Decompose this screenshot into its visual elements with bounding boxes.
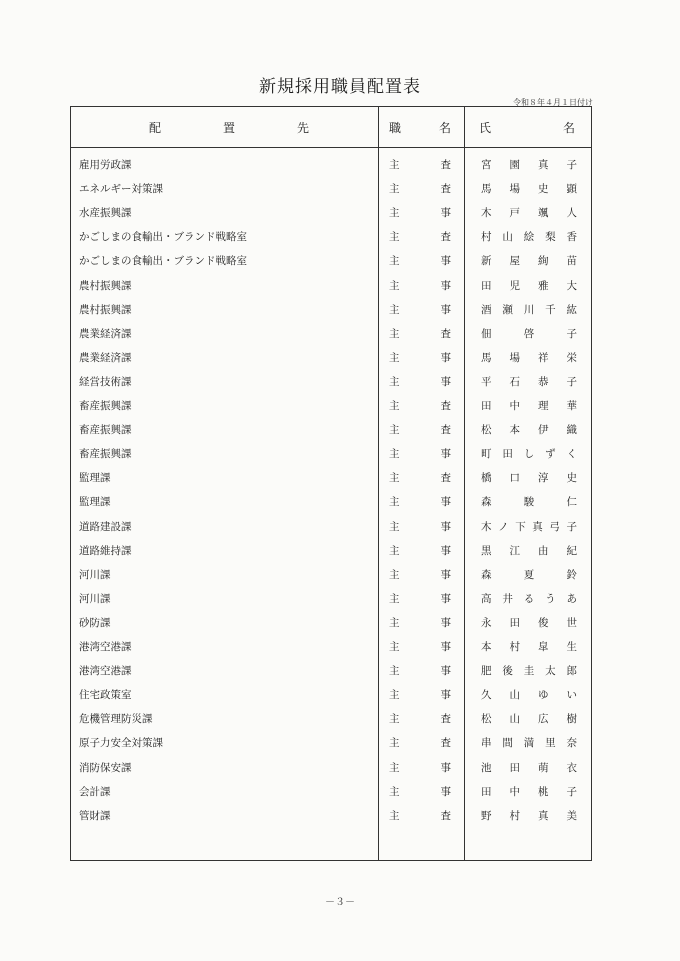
cell-position: 主 事 <box>389 544 451 557</box>
cell-position: 主 事 <box>389 351 451 364</box>
cell-dept: 住宅政策室 <box>79 689 132 702</box>
table-row <box>71 562 591 586</box>
cell-name: 町 田 し ず く <box>481 448 577 461</box>
cell-dept: 農業経済課 <box>79 351 132 364</box>
cell-dept: 水産振興課 <box>79 207 132 220</box>
cell-name: 本 村 皐 生 <box>481 641 577 653</box>
cell-dept: 港湾空港課 <box>79 665 132 678</box>
table-row <box>71 730 591 754</box>
table-row <box>71 755 591 779</box>
cell-dept: 港湾空港課 <box>79 641 132 653</box>
cell-position: 主 事 <box>389 616 451 629</box>
table-row <box>71 273 591 297</box>
table-row <box>71 393 591 417</box>
table-row <box>71 682 591 706</box>
cell-name: 酒 瀬 川 千 紘 <box>481 303 577 316</box>
cell-name: 森 夏 鈴 <box>481 568 577 581</box>
cell-name: 松 山 広 樹 <box>481 713 577 726</box>
cell-name: 佃 啓 子 <box>481 327 577 340</box>
table-row <box>71 200 591 224</box>
cell-dept: 河川課 <box>79 592 111 605</box>
cell-name: 村 山 絵 梨 香 <box>481 231 577 244</box>
cell-name: 池 田 萌 衣 <box>481 761 577 774</box>
cell-name: 木 戸 颯 人 <box>481 207 577 220</box>
cell-position: 主 事 <box>389 761 451 774</box>
cell-position: 主 査 <box>389 159 451 171</box>
cell-position: 主 事 <box>389 785 451 798</box>
table-row <box>71 779 591 803</box>
table-row <box>71 658 591 682</box>
cell-position: 主 事 <box>389 641 451 653</box>
table-row <box>71 297 591 321</box>
cell-name: 肥 後 圭 太 郎 <box>481 665 577 678</box>
table-row <box>71 706 591 730</box>
cell-position: 主 事 <box>389 568 451 581</box>
cell-position: 主 事 <box>389 303 451 316</box>
table-row <box>71 610 591 634</box>
cell-name: 田 中 桃 子 <box>481 785 577 798</box>
cell-position: 主 事 <box>389 592 451 605</box>
cell-position: 主 査 <box>389 472 451 485</box>
cell-name: 宮 園 真 子 <box>481 159 577 171</box>
cell-dept: 畜産振興課 <box>79 448 132 461</box>
header-divider <box>71 147 591 148</box>
cell-position: 主 事 <box>389 496 451 509</box>
cell-name: 新 屋 絢 苗 <box>481 255 577 268</box>
cell-name: 馬 場 史 顕 <box>481 183 577 196</box>
cell-position: 主 査 <box>389 327 451 340</box>
cell-dept: 経営技術課 <box>79 375 132 388</box>
document-title: 新規採用職員配置表 <box>259 77 421 97</box>
cell-position: 主 査 <box>389 183 451 196</box>
cell-name: 平 石 恭 子 <box>481 375 577 388</box>
cell-position: 主 査 <box>389 737 451 750</box>
cell-dept: かごしまの食輸出・ブランド戦略室 <box>79 255 247 268</box>
cell-name: 松 本 伊 織 <box>481 424 577 437</box>
header-dept: 配 置 先 <box>149 121 309 135</box>
table-row <box>71 369 591 393</box>
table-row <box>71 176 591 200</box>
cell-dept: 畜産振興課 <box>79 400 132 412</box>
cell-position: 主 事 <box>389 448 451 461</box>
cell-dept: 農村振興課 <box>79 303 132 316</box>
cell-name: 馬 場 祥 栄 <box>481 351 577 364</box>
table-row <box>71 489 591 513</box>
assignment-table <box>70 106 592 861</box>
header-name: 氏 名 <box>479 121 575 135</box>
table-row <box>71 634 591 658</box>
cell-position: 主 事 <box>389 279 451 292</box>
cell-name: 木 ノ 下 真 弓 子 <box>481 520 577 533</box>
table-row <box>71 514 591 538</box>
table-row <box>71 224 591 248</box>
cell-position: 主 事 <box>389 665 451 678</box>
cell-dept: 消防保安課 <box>79 761 132 774</box>
cell-position: 主 事 <box>389 375 451 388</box>
cell-dept: かごしまの食輸出・ブランド戦略室 <box>79 231 247 244</box>
cell-dept: 原子力安全対策課 <box>79 737 163 750</box>
cell-name: 森 駿 仁 <box>481 496 577 509</box>
table-row <box>71 803 591 827</box>
cell-position: 主 査 <box>389 424 451 437</box>
table-row <box>71 441 591 465</box>
table-row <box>71 417 591 441</box>
cell-position: 主 事 <box>389 689 451 702</box>
cell-position: 主 査 <box>389 231 451 244</box>
cell-dept: 道路建設課 <box>79 520 132 533</box>
table-row <box>71 465 591 489</box>
cell-name: 黒 江 由 紀 <box>481 544 577 557</box>
cell-position: 主 査 <box>389 809 451 822</box>
cell-name: 田 児 雅 大 <box>481 279 577 292</box>
cell-name: 橋 口 淳 史 <box>481 472 577 485</box>
cell-position: 主 事 <box>389 207 451 220</box>
cell-dept: 農業経済課 <box>79 327 132 340</box>
cell-name: 田 中 理 華 <box>481 400 577 412</box>
cell-name: 永 田 俊 世 <box>481 616 577 629</box>
cell-dept: 農村振興課 <box>79 279 132 292</box>
cell-dept: 管財課 <box>79 809 111 822</box>
cell-dept: 会計課 <box>79 785 111 798</box>
page-number: －３－ <box>325 897 355 908</box>
header-position: 職 名 <box>389 121 451 135</box>
table-row <box>71 248 591 272</box>
table-row <box>71 538 591 562</box>
cell-dept: 河川課 <box>79 568 111 581</box>
cell-dept: エネルギー対策課 <box>79 183 163 196</box>
cell-dept: 道路維持課 <box>79 544 132 557</box>
effective-date: 令和８年４月１日付け <box>513 98 593 107</box>
cell-position: 主 査 <box>389 400 451 412</box>
cell-name: 久 山 ゆ い <box>481 689 577 702</box>
table-row <box>71 345 591 369</box>
cell-position: 主 事 <box>389 520 451 533</box>
table-row <box>71 586 591 610</box>
cell-dept: 危機管理防災課 <box>79 713 153 726</box>
cell-dept: 雇用労政課 <box>79 159 132 171</box>
cell-name: 串 間 満 里 奈 <box>481 737 577 750</box>
cell-name: 高 井 る う あ <box>481 592 577 605</box>
cell-dept: 監理課 <box>79 472 111 485</box>
cell-name: 野 村 真 美 <box>481 809 577 822</box>
cell-dept: 砂防課 <box>79 616 111 629</box>
cell-position: 主 査 <box>389 713 451 726</box>
cell-dept: 監理課 <box>79 496 111 509</box>
cell-dept: 畜産振興課 <box>79 424 132 437</box>
table-row <box>71 152 591 176</box>
cell-position: 主 事 <box>389 255 451 268</box>
table-row <box>71 321 591 345</box>
